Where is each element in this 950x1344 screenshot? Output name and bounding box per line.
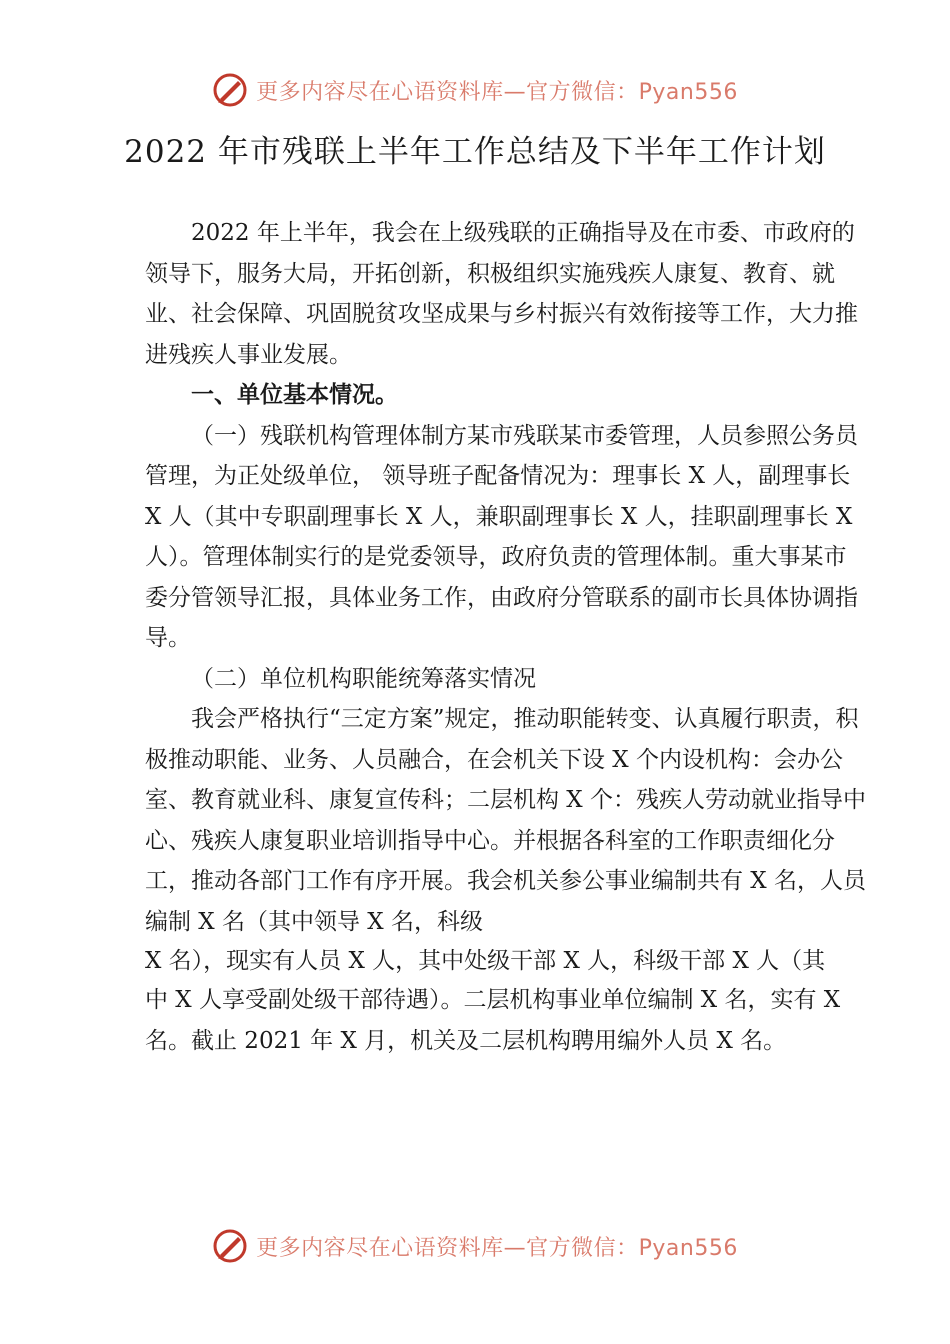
staffing-line: X 名），现实有人员 X 人，其中处级干部 X 人，科级干部 X 人（其 [145,948,826,974]
intro-paragraph: 2022 年上半年，我会在上级残联的正确指导及在市委、市政府的领导下，服务大局，开拓创新，积极组织实施残疾人康复、教育、就业、社会保障、巩固脱贫攻坚成果与乡村振兴有效衔接等工作，大力推进残疾人事业发展。 [145,220,858,368]
document-title: 2022 年市残联上半年工作总结及下半年工作计划 [124,134,826,170]
pen-logo-icon [212,72,248,108]
staffing-closing-paragraph: 中 X 人享受副处级干部待遇）。二层机构事业单位编制 X 名，实有 X 名。截止 2021 年 X 月，机关及二层机构聘用编外人员 X 名。 [145,987,841,1054]
watermark-text: 更多内容尽在心语资料库—官方微信：Pyan556 [256,79,738,105]
subsection-1-paragraph: （一）残联机构管理体制方某市残联某市委管理，人员参照公务员管理，为正处级单位， 领导班子配备情况为：理事长 X 人，副理事长 X 人（其中专职副理事长 X 人，兼职副理事长 X 人，挂职副理事长 X 人）。管理体制实行的是党委领导，政府负责的管理体制。重大事某市委分管领导汇报，具体业务工作，由政府分管联系的副市长具体协调指导。 [145,422,858,651]
section-heading-1: 一、单位基本情况。 [191,382,398,408]
pen-logo-icon [212,1228,248,1264]
subsection-2-heading: （二）单位机构职能统筹落实情况 [191,665,536,692]
watermark-banner-bottom [0,1228,950,1264]
watermark-text: 更多内容尽在心语资料库—官方微信：Pyan556 [256,1235,738,1261]
subsection-2-paragraph: 我会严格执行“三定方案”规定，推动职能转变、认真履行职责，积极推动职能、业务、人员融合，在会机关下设 X 个内设机构：会办公室、教育就业科、康复宣传科；二层机构 X 个：残疾人劳动就业指导中心、残疾人康复职业培训指导中心。并根据各科室的工作职责细化分工，推动各部门工作有序开展。我会机关参公事业编制共有 X 名，人员编制 X 名（其中领导 X 名，科级 [145,706,866,935]
document-body [145,213,867,1061]
watermark-banner-top [0,72,950,108]
